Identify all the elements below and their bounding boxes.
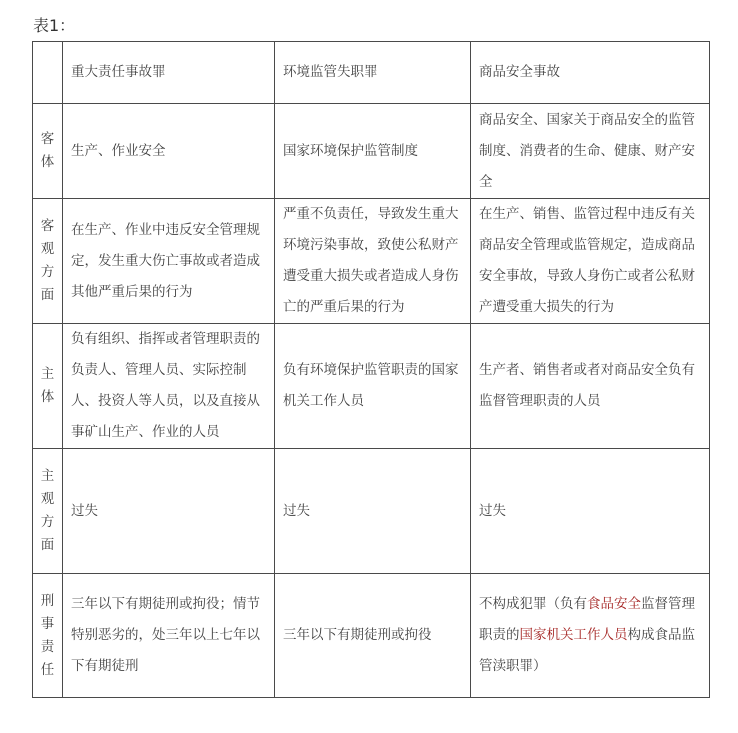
row-header: 客 观 方 面: [33, 199, 63, 324]
table-cell: 在生产、作业中违反安全管理规定，发生重大伤亡事故或者造成其他严重后果的行为: [63, 199, 275, 324]
table-cell: 生产、作业安全: [63, 104, 275, 199]
table-cell: 在生产、销售、监管过程中违反有关商品安全管理或监管规定，造成商品安全事故，导致人身伤亡或者公私财产遭受重大损失的行为: [471, 199, 710, 324]
table-cell: 商品安全、国家关于商品安全的监管制度、消费者的生命、健康、财产安全: [471, 104, 710, 199]
row-header: 客 体: [33, 104, 63, 199]
highlighted-text: 食品安全: [587, 596, 641, 612]
table-header-row: [33, 42, 710, 104]
table-cell: 过失: [471, 449, 710, 574]
table-cell: 三年以下有期徒刑或拘役；情节特别恶劣的，处三年以上七年以下有期徒刑: [63, 574, 275, 698]
table-cell: 过失: [63, 449, 275, 574]
highlighted-text: 国家机关工作人员: [519, 627, 628, 643]
row-header: 主 观 方 面: [33, 449, 63, 574]
table-cell: 负有组织、指挥或者管理职责的负责人、管理人员、实际控制人、投资人等人员，以及直接从事矿山生产、作业的人员: [63, 324, 275, 449]
table-row: [33, 449, 710, 574]
row-header: 刑 事 责 任: [33, 574, 63, 698]
corner-cell: [33, 42, 63, 104]
table-row: [33, 104, 710, 199]
table-cell: 过失: [275, 449, 471, 574]
table-row: [33, 324, 710, 449]
table-cell: 严重不负责任，导致发生重大环境污染事故，致使公私财产遭受重大损失或者造成人身伤亡的严重后果的行为: [275, 199, 471, 324]
table-cell: 生产者、销售者或者对商品安全负有监督管理职责的人员: [471, 324, 710, 449]
column-header: 重大责任事故罪: [63, 42, 275, 104]
column-header: 环境监管失职罪: [275, 42, 471, 104]
table-cell: 三年以下有期徒刑或拘役: [275, 574, 471, 698]
table-cell: 不构成犯罪（负有食品安全监督管理职责的国家机关工作人员构成食品监管渎职罪）: [471, 574, 710, 698]
column-header: 商品安全事故: [471, 42, 710, 104]
table-row: [33, 199, 710, 324]
row-header: 主 体: [33, 324, 63, 449]
table-cell: 负有环境保护监管职责的国家机关工作人员: [275, 324, 471, 449]
table-caption: 表1：: [33, 16, 76, 35]
table-cell: 国家环境保护监管制度: [275, 104, 471, 199]
comparison-table: [32, 41, 710, 698]
table-row: [33, 574, 710, 698]
